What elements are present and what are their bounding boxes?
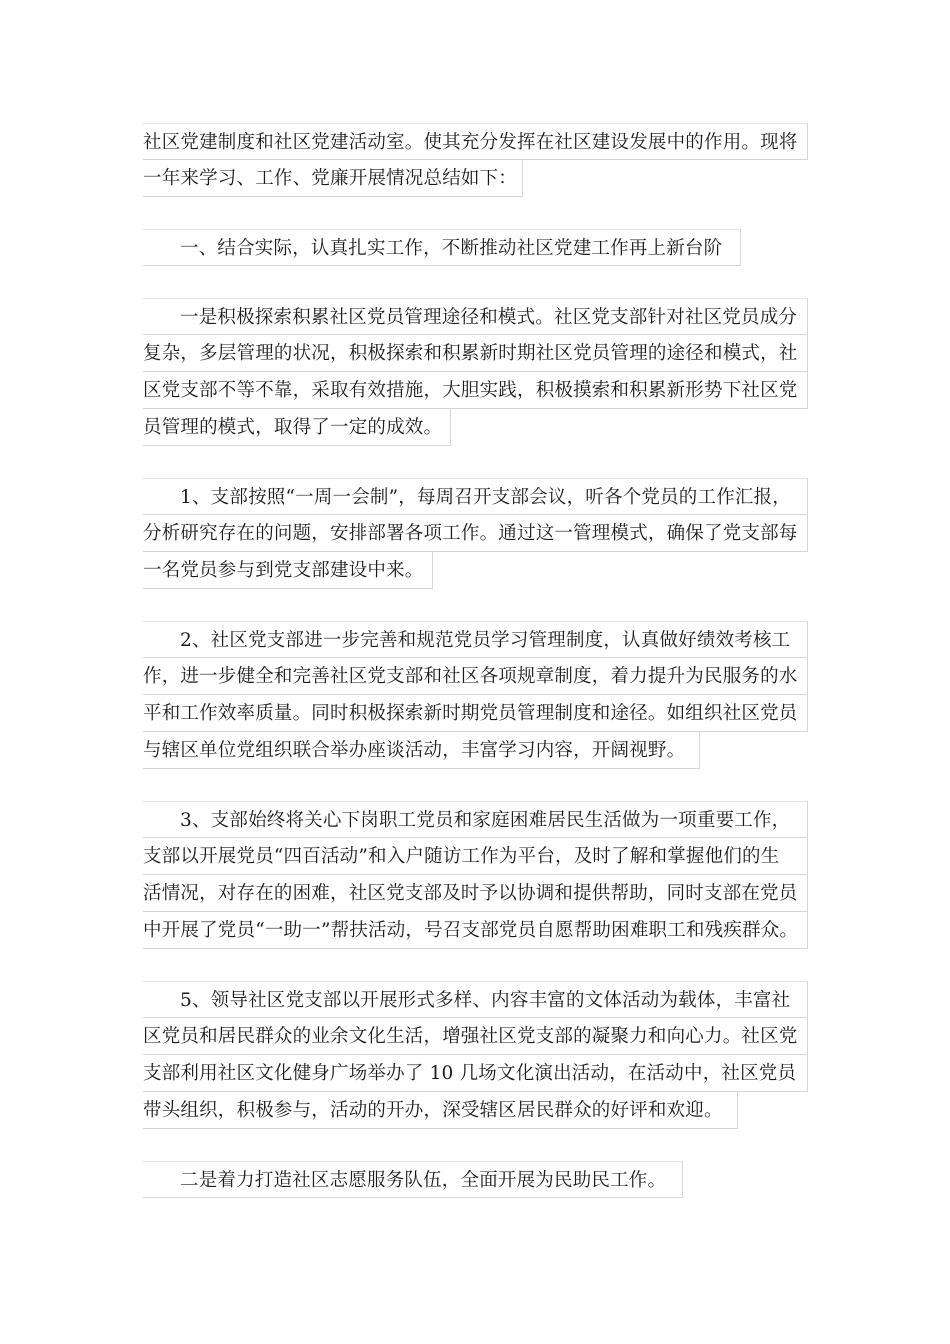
text-line: 中开展了党员“一助一”帮扶活动，号召支部党员自愿帮助困难职工和残疾群众。 xyxy=(143,912,808,949)
text-line: 活情况，对存在的困难，社区党支部及时予以协调和提供帮助，同时支部在党员 xyxy=(143,875,808,912)
text-line: 平和工作效率质量。同时积极探索新时期党员管理制度和途径。如组织社区党员 xyxy=(143,695,808,732)
text-line: 2、社区党支部进一步完善和规范党员学习管理制度，认真做好绩效考核工 xyxy=(143,621,808,658)
paragraph-item-one xyxy=(143,298,808,446)
document-page xyxy=(143,123,808,1230)
text-line: 复杂，多层管理的状况，积极探索和积累新时期社区党员管理的途径和模式，社 xyxy=(143,335,808,372)
text-line: 5、领导社区党支部以开展形式多样、内容丰富的文体活动为载体，丰富社 xyxy=(143,981,808,1018)
paragraph-point-2 xyxy=(143,621,808,769)
text-line: 支部以开展党员“四百活动”和入户随访工作为平台，及时了解和掌握他们的生 xyxy=(143,838,808,875)
paragraph-intro xyxy=(143,123,808,197)
text-line: 员管理的模式，取得了一定的成效。 xyxy=(143,409,451,446)
text-line: 带头组织，积极参与，活动的开办，深受辖区居民群众的好评和欢迎。 xyxy=(143,1092,738,1129)
text-line: 一年来学习、工作、党廉开展情况总结如下： xyxy=(143,160,523,197)
paragraph-point-5 xyxy=(143,981,808,1129)
section-heading-1 xyxy=(143,229,808,266)
text-line: 一、结合实际，认真扎实工作，不断推动社区党建工作再上新台阶 xyxy=(143,229,741,266)
text-line: 1、支部按照“一周一会制”，每周召开支部会议，听各个党员的工作汇报， xyxy=(143,478,808,515)
text-line: 社区党建制度和社区党建活动室。使其充分发挥在社区建设发展中的作用。现将 xyxy=(143,123,808,160)
text-line: 区党员和居民群众的业余文化生活，增强社区党支部的凝聚力和向心力。社区党 xyxy=(143,1018,808,1055)
paragraph-item-two xyxy=(143,1161,808,1198)
text-line: 分析研究存在的问题，安排部署各项工作。通过这一管理模式，确保了党支部每 xyxy=(143,515,808,552)
text-line: 支部利用社区文化健身广场举办了 10 几场文化演出活动，在活动中，社区党员 xyxy=(143,1055,808,1092)
text-line: 与辖区单位党组织联合举办座谈活动，丰富学习内容，开阔视野。 xyxy=(143,732,700,769)
paragraph-point-3 xyxy=(143,801,808,949)
text-line: 二是着力打造社区志愿服务队伍，全面开展为民助民工作。 xyxy=(143,1161,683,1198)
text-line: 一名党员参与到党支部建设中来。 xyxy=(143,552,433,589)
text-line: 3、支部始终将关心下岗职工党员和家庭困难居民生活做为一项重要工作， xyxy=(143,801,808,838)
text-line: 作，进一步健全和完善社区党支部和社区各项规章制度，着力提升为民服务的水 xyxy=(143,658,808,695)
text-line: 区党支部不等不靠，采取有效措施，大胆实践，积极摸索和积累新形势下社区党 xyxy=(143,372,808,409)
paragraph-point-1 xyxy=(143,478,808,589)
text-line: 一是积极探索积累社区党员管理途径和模式。社区党支部针对社区党员成分 xyxy=(143,298,808,335)
